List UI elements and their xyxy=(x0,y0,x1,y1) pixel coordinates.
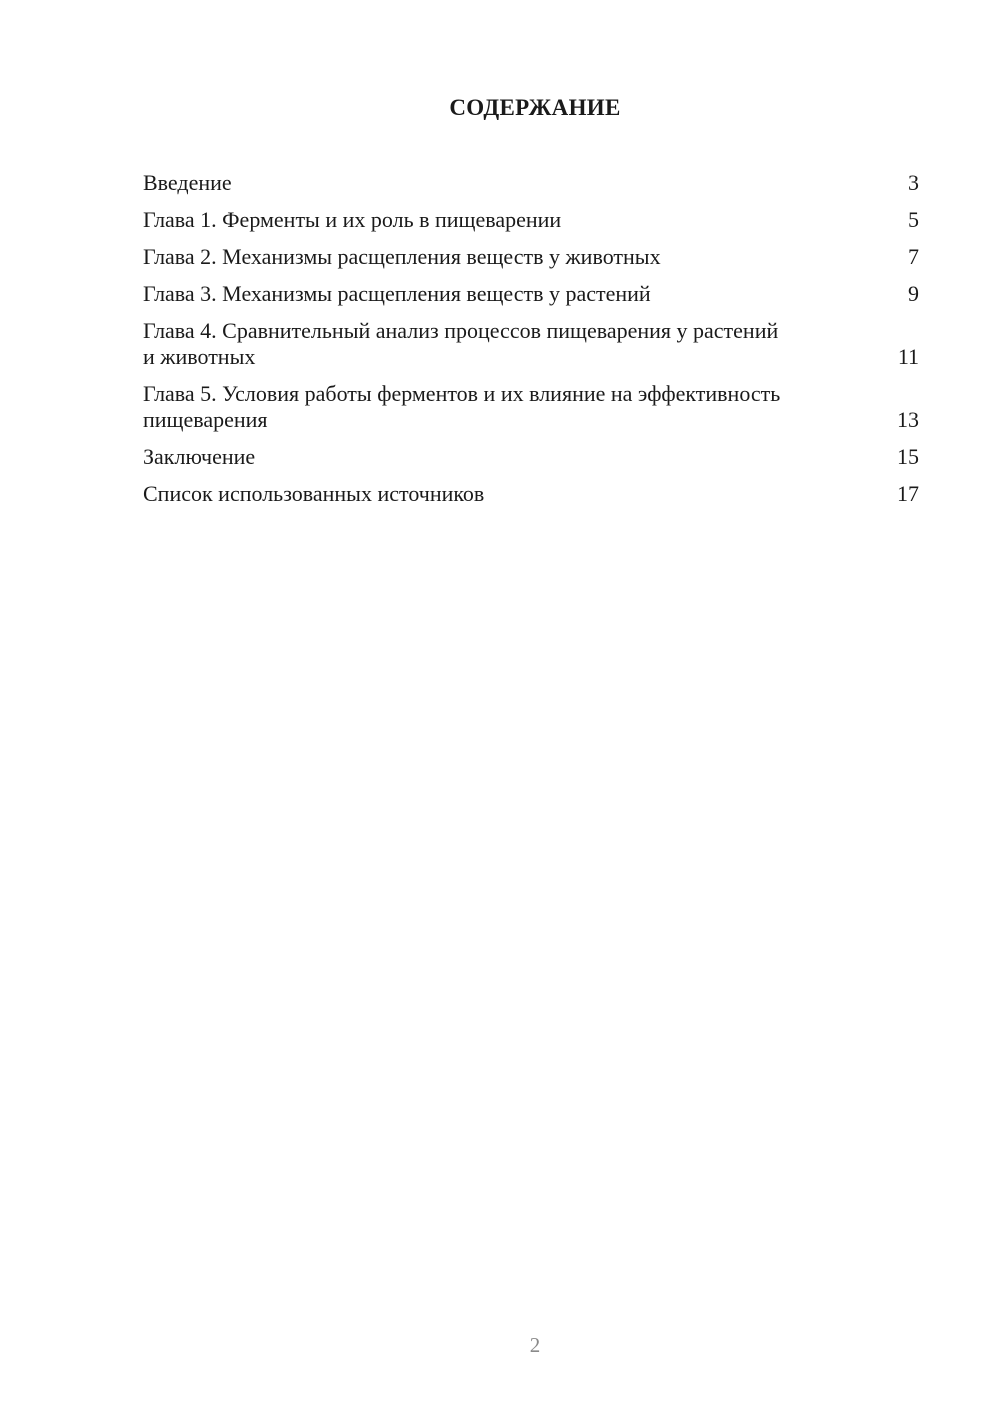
toc-entry-text: Список использованных источников xyxy=(143,481,485,506)
toc-entry-introduction xyxy=(143,170,919,196)
toc-entry-page: 11 xyxy=(897,344,919,369)
toc-entry-text: Заключение xyxy=(143,444,256,469)
toc-entry-chapter-5 xyxy=(143,381,919,433)
toc-entry-chapter-1 xyxy=(143,207,919,233)
toc-entry-chapter-4 xyxy=(143,318,919,370)
table-of-contents xyxy=(143,170,919,518)
page-number: 2 xyxy=(529,1333,541,1357)
toc-title: СОДЕРЖАНИЕ xyxy=(449,95,621,120)
toc-entry-text: Глава 1. Ферменты и их роль в пищеварении xyxy=(143,207,562,232)
toc-entry-references xyxy=(143,481,919,507)
toc-entry-page: 5 xyxy=(908,207,919,232)
toc-entry-text: Глава 2. Механизмы расщепления веществ у животных xyxy=(143,244,661,269)
toc-entry-page: 15 xyxy=(897,444,919,469)
toc-entry-conclusion xyxy=(143,444,919,470)
toc-entry-text: Глава 3. Механизмы расщепления веществ у растений xyxy=(143,281,651,306)
toc-entry-text: Глава 5. Условия работы ферментов и их влияние на эффективность пищеварения xyxy=(143,381,781,432)
toc-entry-chapter-3 xyxy=(143,281,919,307)
toc-entry-text: Введение xyxy=(143,170,232,195)
toc-entry-page: 9 xyxy=(908,281,919,306)
toc-entry-chapter-2 xyxy=(143,244,919,270)
toc-entry-text: Глава 4. Сравнительный анализ процессов пищеварения у растений и животных xyxy=(143,318,779,369)
toc-entry-page: 13 xyxy=(897,407,919,432)
toc-entry-page: 17 xyxy=(897,481,919,506)
toc-entry-page: 7 xyxy=(908,244,919,269)
toc-entry-page: 3 xyxy=(908,170,919,195)
